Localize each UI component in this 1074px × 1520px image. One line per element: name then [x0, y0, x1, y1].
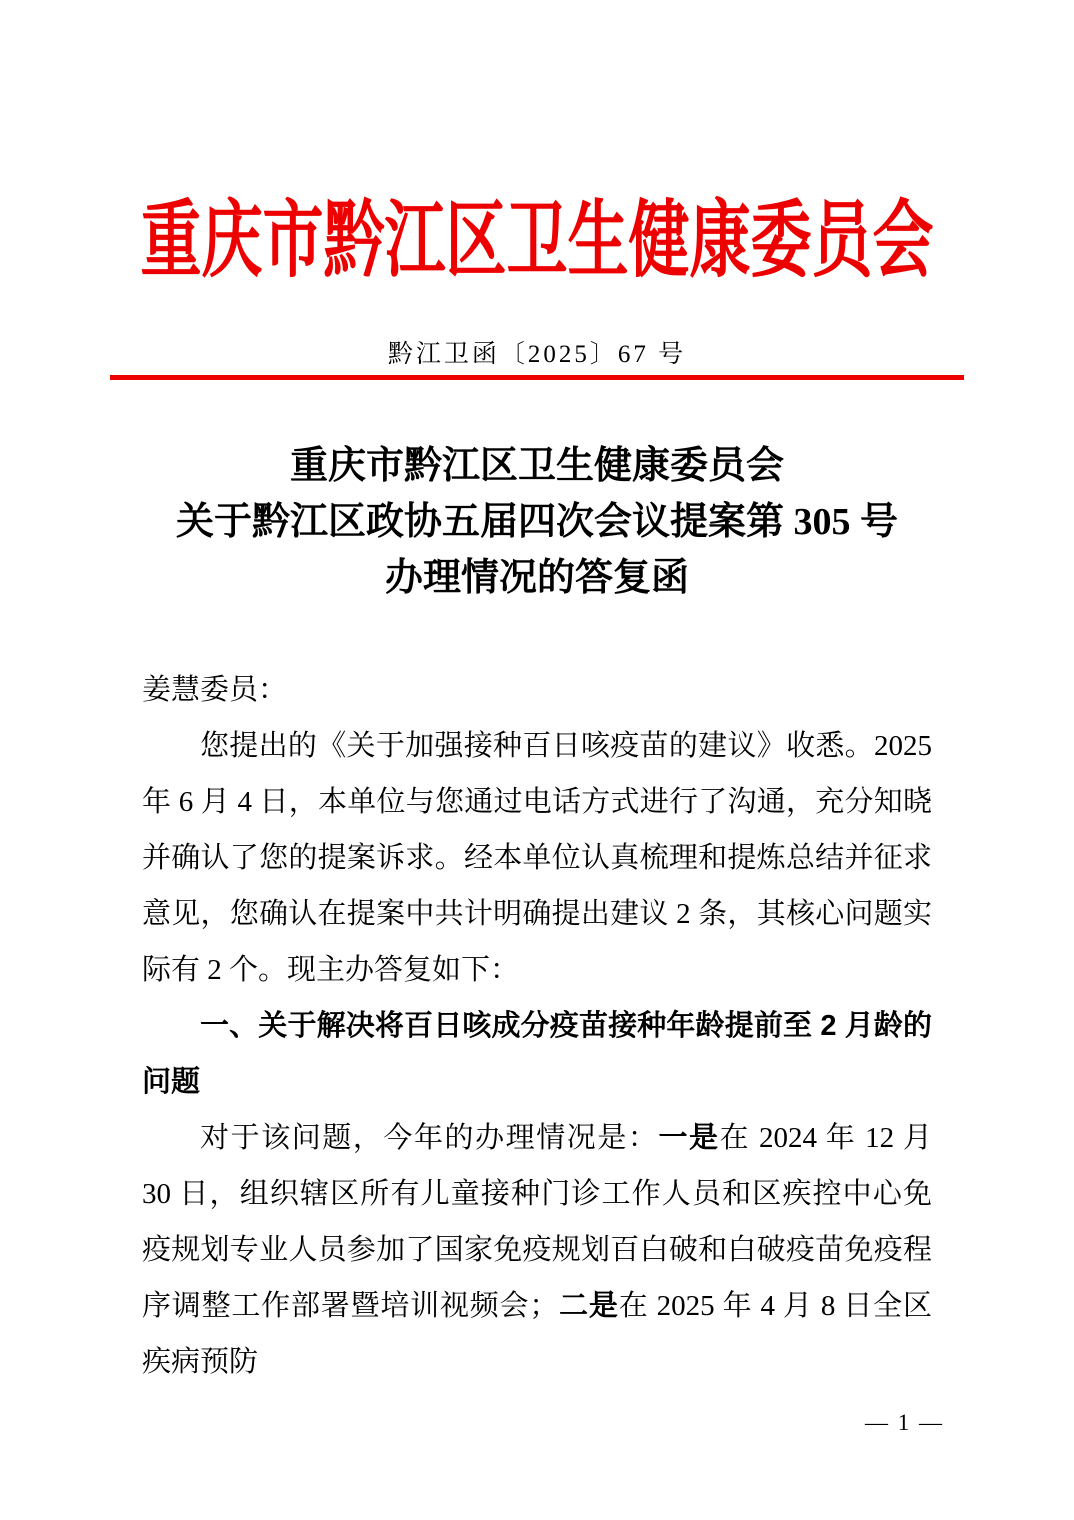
section-heading-1: 一、关于解决将百日咳成分疫苗接种年龄提前至 2 月龄的问题	[142, 1010, 932, 1098]
document-body	[142, 662, 932, 1390]
paragraph-measures-run2: 在 2024 年 12 月 30 日，组织辖区所有儿童接种门诊工作人员和区疾控中心免疫规划专业人员参加了国家免疫规划百白破和白破疫苗免疫程序调整工作部署暨培训视频会；	[142, 1122, 932, 1322]
paragraph-measures-bold1: 一是	[658, 1122, 720, 1154]
paragraph-measures-run1: 对于该问题，今年的办理情况是：	[200, 1122, 659, 1154]
page-number: — 1 —	[865, 1410, 944, 1435]
document-title-line3: 办理情况的答复函	[384, 557, 689, 599]
letterhead-org-title: 重庆市黔江区卫生健康委员会	[140, 195, 934, 289]
salutation: 姜慧委员：	[142, 674, 288, 706]
document-title	[0, 438, 1074, 606]
letterhead-divider-line	[110, 375, 964, 380]
paragraph-measures-bold2: 二是	[558, 1290, 619, 1322]
document-title-line1: 重庆市黔江区卫生健康委员会	[289, 445, 784, 487]
paragraph-measures	[142, 1110, 932, 1390]
doc-reference-number: 黔江卫函〔2025〕67 号	[387, 341, 687, 368]
document-title-line2: 关于黔江区政协五届四次会议提案第 305 号	[175, 501, 898, 543]
paragraph-intro: 您提出的《关于加强接种百日咳疫苗的建议》收悉。2025 年 6 月 4 日，本单位与您通过电话方式进行了沟通，充分知晓并确认了您的提案诉求。经本单位认真梳理和提炼总结并征求意见，您确认在提案中共计明确提出建议 2 条，其核心问题实际有 2 个。现主办答复如下：	[142, 730, 932, 986]
paragraph-measures-run3: 在 2025 年 4 月 8 日全区疾病预防	[142, 1290, 932, 1378]
